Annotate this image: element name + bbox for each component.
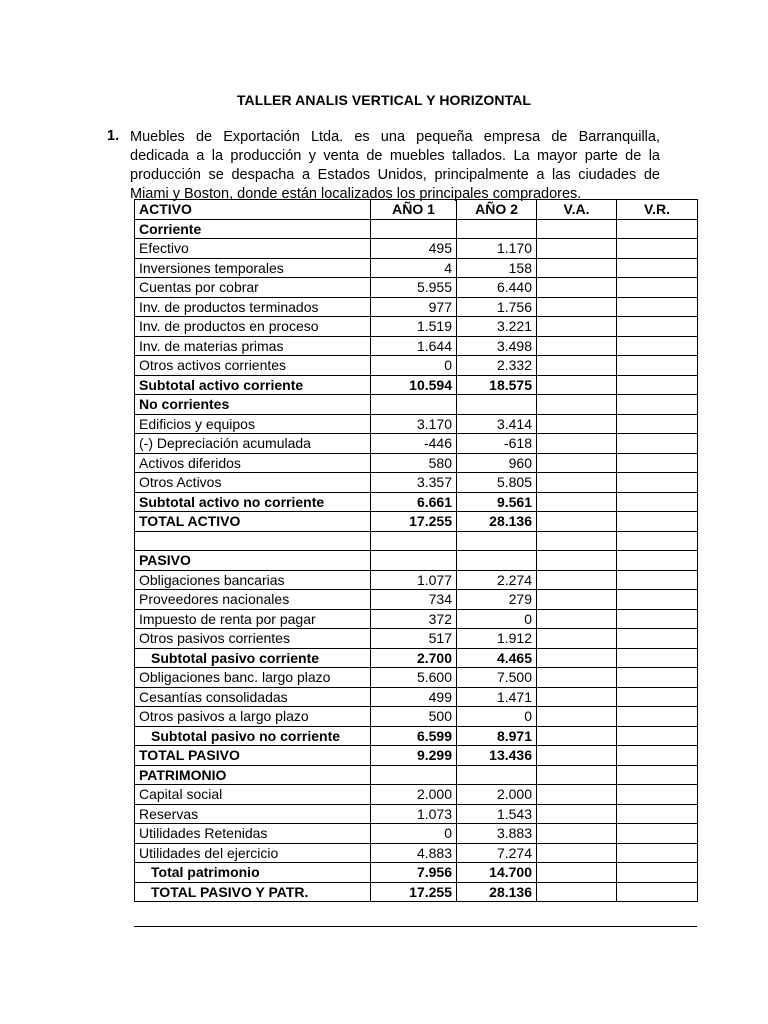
table-header-row: [135, 200, 698, 220]
table-row: [135, 804, 698, 824]
table-row: [135, 239, 698, 259]
row-vr-cell: [617, 239, 698, 259]
table-row: [135, 863, 698, 883]
row-year-2-value: 1.543: [457, 804, 537, 824]
row-va-cell: [537, 726, 617, 746]
row-year-2-value: [457, 551, 537, 571]
row-va-cell: [537, 863, 617, 883]
row-year-1-value: 372: [371, 609, 457, 629]
row-year-2-value: 9.561: [457, 492, 537, 512]
table-row: [135, 473, 698, 493]
row-year-2-value: 1.471: [457, 687, 537, 707]
row-label: Edificios y equipos: [135, 414, 371, 434]
row-label: Utilidades Retenidas: [135, 824, 371, 844]
table-row: [135, 395, 698, 415]
row-va-cell: [537, 785, 617, 805]
table-row: [135, 746, 698, 766]
row-year-1-value: 9.299: [371, 746, 457, 766]
row-va-cell: [537, 375, 617, 395]
table-row: [135, 551, 698, 571]
paragraph-line: Miami y Boston, donde están localizados los principales compradores.: [130, 186, 582, 202]
row-year-1-value: 500: [371, 707, 457, 727]
table-row: [135, 648, 698, 668]
row-year-2-value: 6.440: [457, 278, 537, 298]
header-vr: V.R.: [617, 200, 698, 220]
row-year-2-value: 13.436: [457, 746, 537, 766]
row-year-2-value: [457, 219, 537, 239]
table-row: [135, 512, 698, 532]
row-label: Corriente: [135, 219, 371, 239]
row-vr-cell: [617, 434, 698, 454]
row-year-2-value: 960: [457, 453, 537, 473]
row-year-1-value: 499: [371, 687, 457, 707]
row-label: Subtotal activo corriente: [135, 375, 371, 395]
table-row: [135, 687, 698, 707]
row-year-1-value: 5.600: [371, 668, 457, 688]
row-year-1-value: 734: [371, 590, 457, 610]
row-label: [135, 531, 371, 551]
row-va-cell: [537, 551, 617, 571]
row-year-2-value: 279: [457, 590, 537, 610]
row-year-2-value: 1.170: [457, 239, 537, 259]
table-row: [135, 531, 698, 551]
row-label: Reservas: [135, 804, 371, 824]
row-vr-cell: [617, 551, 698, 571]
row-year-1-value: [371, 219, 457, 239]
row-vr-cell: [617, 258, 698, 278]
table-row: [135, 707, 698, 727]
row-year-2-value: -618: [457, 434, 537, 454]
row-year-2-value: 8.971: [457, 726, 537, 746]
row-va-cell: [537, 590, 617, 610]
row-label: Inv. de materias primas: [135, 336, 371, 356]
question-paragraph: [130, 128, 660, 204]
row-year-1-value: 1.519: [371, 317, 457, 337]
row-vr-cell: [617, 356, 698, 376]
row-label: Subtotal pasivo corriente: [135, 648, 371, 668]
row-year-1-value: 6.599: [371, 726, 457, 746]
table-row: [135, 258, 698, 278]
header-activo: ACTIVO: [135, 200, 371, 220]
header-va: V.A.: [537, 200, 617, 220]
row-va-cell: [537, 609, 617, 629]
paragraph-line: Muebles de Exportación Ltda. es una pequeña empresa de Barranquilla,: [130, 129, 660, 145]
row-va-cell: [537, 648, 617, 668]
row-label: Otros pasivos corrientes: [135, 629, 371, 649]
row-label: PATRIMONIO: [135, 765, 371, 785]
row-year-1-value: 1.073: [371, 804, 457, 824]
row-vr-cell: [617, 629, 698, 649]
row-label: TOTAL PASIVO Y PATR.: [135, 882, 371, 902]
row-va-cell: [537, 317, 617, 337]
row-va-cell: [537, 336, 617, 356]
table-row: [135, 629, 698, 649]
row-year-1-value: 2.700: [371, 648, 457, 668]
row-vr-cell: [617, 453, 698, 473]
row-label: Efectivo: [135, 239, 371, 259]
row-vr-cell: [617, 512, 698, 532]
row-label: Subtotal pasivo no corriente: [135, 726, 371, 746]
row-vr-cell: [617, 863, 698, 883]
row-va-cell: [537, 278, 617, 298]
table-row: [135, 317, 698, 337]
row-va-cell: [537, 629, 617, 649]
row-year-1-value: 10.594: [371, 375, 457, 395]
row-vr-cell: [617, 726, 698, 746]
row-va-cell: [537, 473, 617, 493]
row-year-2-value: 2.274: [457, 570, 537, 590]
table-row: [135, 492, 698, 512]
row-vr-cell: [617, 687, 698, 707]
paragraph-line: dedicada a la producción y venta de muebles tallados. La mayor parte de la: [130, 148, 660, 164]
row-va-cell: [537, 414, 617, 434]
row-va-cell: [537, 395, 617, 415]
row-year-2-value: 4.465: [457, 648, 537, 668]
table-row: [135, 824, 698, 844]
row-vr-cell: [617, 590, 698, 610]
row-vr-cell: [617, 297, 698, 317]
row-va-cell: [537, 434, 617, 454]
table-row: [135, 785, 698, 805]
row-va-cell: [537, 492, 617, 512]
row-year-1-value: 7.956: [371, 863, 457, 883]
table-row: [135, 843, 698, 863]
row-va-cell: [537, 453, 617, 473]
row-label: Otros activos corrientes: [135, 356, 371, 376]
row-year-2-value: [457, 395, 537, 415]
row-va-cell: [537, 882, 617, 902]
row-year-1-value: 1.077: [371, 570, 457, 590]
row-year-1-value: [371, 551, 457, 571]
document-title: TALLER ANALIS VERTICAL Y HORIZONTAL: [236, 92, 532, 108]
row-year-1-value: 5.955: [371, 278, 457, 298]
row-vr-cell: [617, 668, 698, 688]
row-va-cell: [537, 219, 617, 239]
table-row: [135, 219, 698, 239]
row-label: Utilidades del ejercicio: [135, 843, 371, 863]
row-va-cell: [537, 746, 617, 766]
row-vr-cell: [617, 570, 698, 590]
row-va-cell: [537, 843, 617, 863]
bottom-rule: [134, 926, 697, 927]
row-year-1-value: -446: [371, 434, 457, 454]
row-year-1-value: [371, 765, 457, 785]
table-row: [135, 375, 698, 395]
row-year-2-value: 1.912: [457, 629, 537, 649]
row-vr-cell: [617, 804, 698, 824]
row-va-cell: [537, 239, 617, 259]
row-year-1-value: 0: [371, 356, 457, 376]
row-vr-cell: [617, 707, 698, 727]
row-label: Capital social: [135, 785, 371, 805]
row-year-2-value: 7.274: [457, 843, 537, 863]
row-label: Cuentas por cobrar: [135, 278, 371, 298]
table-row: [135, 278, 698, 298]
header-year-1: AÑO 1: [371, 200, 457, 220]
row-year-2-value: 14.700: [457, 863, 537, 883]
row-year-1-value: 3.357: [371, 473, 457, 493]
table-row: [135, 590, 698, 610]
row-vr-cell: [617, 375, 698, 395]
row-vr-cell: [617, 219, 698, 239]
row-year-1-value: 6.661: [371, 492, 457, 512]
row-va-cell: [537, 668, 617, 688]
row-year-2-value: 3.883: [457, 824, 537, 844]
row-year-1-value: 977: [371, 297, 457, 317]
row-year-2-value: 0: [457, 609, 537, 629]
row-year-1-value: 17.255: [371, 882, 457, 902]
row-label: Cesantías consolidadas: [135, 687, 371, 707]
row-vr-cell: [617, 278, 698, 298]
row-vr-cell: [617, 824, 698, 844]
row-year-2-value: 7.500: [457, 668, 537, 688]
row-va-cell: [537, 531, 617, 551]
row-label: Otros pasivos a largo plazo: [135, 707, 371, 727]
row-va-cell: [537, 570, 617, 590]
row-label: Obligaciones banc. largo plazo: [135, 668, 371, 688]
table-row: [135, 414, 698, 434]
row-label: Total patrimonio: [135, 863, 371, 883]
row-year-1-value: 0: [371, 824, 457, 844]
row-year-2-value: [457, 531, 537, 551]
row-vr-cell: [617, 336, 698, 356]
row-vr-cell: [617, 414, 698, 434]
row-year-2-value: 3.221: [457, 317, 537, 337]
row-label: Activos diferidos: [135, 453, 371, 473]
balance-sheet-table: [134, 199, 698, 902]
table-row: [135, 882, 698, 902]
row-vr-cell: [617, 765, 698, 785]
row-va-cell: [537, 512, 617, 532]
table-row: [135, 297, 698, 317]
row-year-1-value: 495: [371, 239, 457, 259]
row-year-2-value: 2.000: [457, 785, 537, 805]
row-year-1-value: [371, 395, 457, 415]
table-row: [135, 434, 698, 454]
row-vr-cell: [617, 473, 698, 493]
row-vr-cell: [617, 317, 698, 337]
table-row: [135, 336, 698, 356]
row-vr-cell: [617, 648, 698, 668]
row-vr-cell: [617, 395, 698, 415]
row-year-2-value: 3.498: [457, 336, 537, 356]
row-year-2-value: 28.136: [457, 512, 537, 532]
table-row: [135, 453, 698, 473]
paragraph-line: producción se despacha a Estados Unidos, principalmente a las ciudades de: [130, 167, 660, 183]
row-year-1-value: 517: [371, 629, 457, 649]
row-label: TOTAL PASIVO: [135, 746, 371, 766]
row-va-cell: [537, 356, 617, 376]
row-year-1-value: [371, 531, 457, 551]
header-year-2: AÑO 2: [457, 200, 537, 220]
row-vr-cell: [617, 785, 698, 805]
row-label: Inv. de productos terminados: [135, 297, 371, 317]
row-year-2-value: 5.805: [457, 473, 537, 493]
row-label: No corrientes: [135, 395, 371, 415]
table-row: [135, 668, 698, 688]
row-va-cell: [537, 804, 617, 824]
row-label: Subtotal activo no corriente: [135, 492, 371, 512]
row-label: PASIVO: [135, 551, 371, 571]
row-va-cell: [537, 824, 617, 844]
row-vr-cell: [617, 609, 698, 629]
row-year-1-value: 17.255: [371, 512, 457, 532]
row-vr-cell: [617, 843, 698, 863]
row-va-cell: [537, 765, 617, 785]
row-label: Otros Activos: [135, 473, 371, 493]
row-year-2-value: [457, 765, 537, 785]
row-label: (-) Depreciación acumulada: [135, 434, 371, 454]
row-year-2-value: 158: [457, 258, 537, 278]
row-year-2-value: 2.332: [457, 356, 537, 376]
row-year-1-value: 4.883: [371, 843, 457, 863]
row-vr-cell: [617, 746, 698, 766]
row-year-1-value: 4: [371, 258, 457, 278]
row-va-cell: [537, 258, 617, 278]
table-row: [135, 726, 698, 746]
row-year-2-value: 1.756: [457, 297, 537, 317]
row-va-cell: [537, 687, 617, 707]
row-year-1-value: 3.170: [371, 414, 457, 434]
row-year-2-value: 0: [457, 707, 537, 727]
table-row: [135, 765, 698, 785]
row-vr-cell: [617, 492, 698, 512]
row-label: Inversiones temporales: [135, 258, 371, 278]
table-row: [135, 609, 698, 629]
row-year-1-value: 1.644: [371, 336, 457, 356]
row-label: Inv. de productos en proceso: [135, 317, 371, 337]
row-year-1-value: 2.000: [371, 785, 457, 805]
row-vr-cell: [617, 882, 698, 902]
row-vr-cell: [617, 531, 698, 551]
question-number: 1.: [107, 128, 120, 144]
row-label: Proveedores nacionales: [135, 590, 371, 610]
row-va-cell: [537, 707, 617, 727]
row-year-2-value: 3.414: [457, 414, 537, 434]
row-label: Obligaciones bancarias: [135, 570, 371, 590]
row-va-cell: [537, 297, 617, 317]
row-year-2-value: 28.136: [457, 882, 537, 902]
row-year-1-value: 580: [371, 453, 457, 473]
table-row: [135, 570, 698, 590]
row-label: Impuesto de renta por pagar: [135, 609, 371, 629]
row-label: TOTAL ACTIVO: [135, 512, 371, 532]
row-year-2-value: 18.575: [457, 375, 537, 395]
table-row: [135, 356, 698, 376]
